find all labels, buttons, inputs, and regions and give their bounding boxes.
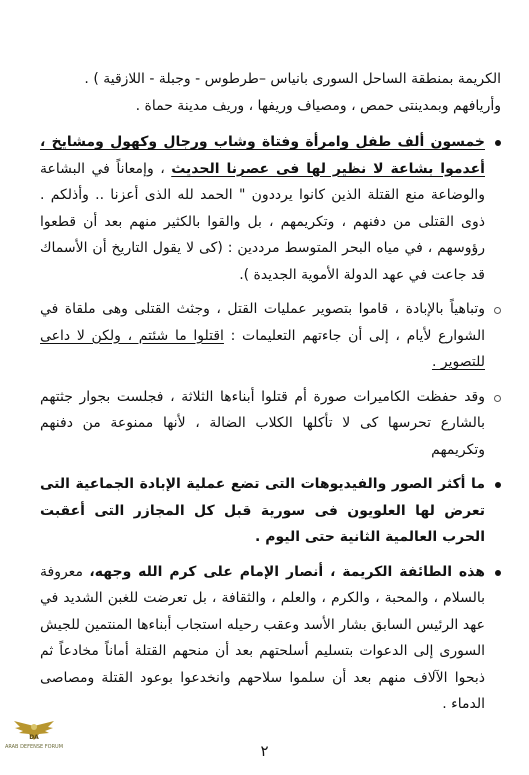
body-text: ، وإمعاناً في البشاعة والوضاعة منع القتلة الذين كانوا يرددون " الحمد لله الذى أعزنا .. وأذلكم . ذوى القتلى من دفنهم ، وتكريمهم ، بل والقوا بالكثير منهم بعد أن قطعوا رؤوسهم ، في مياه البحر المتوسط مرددين : (كى لا يقول التاريخ أن الأسماك قد جاعت في عهد الدولة الأموية الجديدة ). — [40, 160, 485, 283]
body-text: وتباهياً بالإبادة ، قاموا بتصوير عمليات القتل ، وجثث القتلى وهى ملقاة في الشوارع لأيام ، إلى أن جاءتهم التعليمات : — [40, 301, 485, 344]
eagle-logo-icon — [12, 718, 56, 744]
bullet-paragraph — [40, 296, 501, 376]
page-number: ٢ — [260, 742, 269, 760]
bullet-paragraph — [40, 129, 501, 288]
bullet-paragraph — [40, 471, 501, 551]
watermark-text: ARAB DEFENSE FORUM — [4, 744, 64, 750]
bold-text: هذه الطائفة الكريمة ، أنصار الإمام على كرم الله وجهه، — [89, 563, 485, 580]
underlined-quote: اقتلوا ما شئتم ، ولكن لا داعى للتصوير . — [40, 327, 485, 370]
text-line: الكريمة بمنطقة الساحل السورى بانياس –طرطوس - وجبلة - اللازقية ) . — [84, 71, 501, 87]
forum-watermark — [4, 718, 64, 768]
document-body — [40, 66, 501, 726]
body-text: وقد حفظت الكاميرات صورة أم قتلوا أبناءها الثلاثة ، فجلست بجوار جثتهم بالشارع تحرسها كى لا تأكلها الكلاب الضالة ، لأنها ممنوعة من دفنهم وتكريمهم — [40, 388, 485, 458]
paragraph-continuation — [40, 66, 501, 119]
bold-text: ما أكثر الصور والفيديوهات التى تضع عملية الإبادة الجماعية التى تعرض لها العلويون فى سورية قبل كل المجازر التى أعقبت الحرب العالمية الثانية حتى اليوم . — [40, 476, 485, 545]
emphasized-text: خمسون ألف طفل وامرأة وفتاة وشاب ورجال وكهول ومشايخ ، أعدموا بشاعة لا نظير لها فى عصرنا الحديث — [40, 134, 485, 177]
bullet-paragraph — [40, 384, 501, 464]
svg-text:DA: DA — [29, 734, 39, 741]
body-text: معروفة بالسلام ، والمحبة ، والكرم ، والعلم ، والثقافة ، بل تعرضت للغبن الشديد في عهد الرئيس السابق بشار الأسد وعقب رحيله استجاب أبناءها المنتمين للجيش السورى إلى الدعوات بتسليم أسلحتهم بعد أن منحهم القتلة أماناً مخادعاً ثم ذبحوا الآلاف منهم بعد أن سلموا سلاحهم وانخدعوا بوعود القتلة ومصاصى الدماء . — [40, 563, 485, 712]
text-line: وأريافهم وبمدينتى حمص ، ومصياف وريفها ، وريف مدينة حماة . — [135, 97, 501, 114]
bullet-paragraph — [40, 559, 501, 718]
